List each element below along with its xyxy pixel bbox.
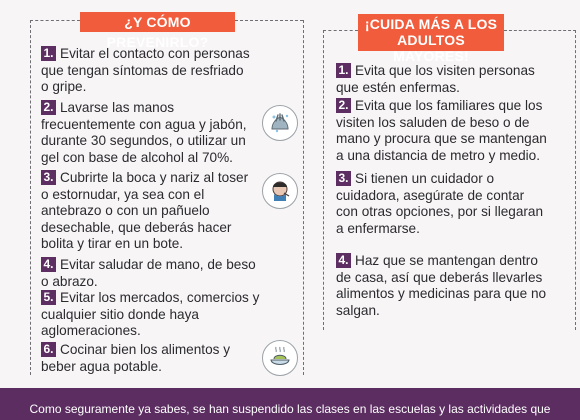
item-text-line: que estén enfermas. — [336, 79, 460, 95]
item-text-line: Lavarse las manos — [60, 100, 175, 115]
left-list-item — [41, 342, 230, 375]
right-panel-border-right — [575, 30, 576, 330]
item-text-line: mano y procura que se mantengan — [336, 131, 547, 147]
item-text-line: con otras opciones, por si llegaran — [336, 204, 544, 220]
right-panel-border-top-right — [504, 30, 576, 31]
left-panel-border-top — [30, 20, 80, 21]
elderly-care-title-line1: ¡CUIDA MÁS A LOS — [364, 16, 498, 32]
item-text-line: Cubrirte la boca y nariz al toser — [60, 170, 249, 185]
item-number-badge: 4. — [41, 257, 56, 272]
item-text-line: antebrazo o con un pañuelo — [41, 203, 210, 219]
right-panel-border-top — [323, 30, 358, 31]
item-text-line: Evita que los familiares que los — [355, 98, 543, 113]
right-panel-border-left — [323, 30, 324, 330]
prevention-title: ¿Y CÓMO PREVENIRLO? — [80, 12, 235, 32]
item-text-line: beber agua potable. — [41, 358, 162, 374]
elderly-care-title — [358, 14, 504, 64]
right-list-item — [336, 63, 535, 96]
item-text-line: aglomeraciones. — [41, 323, 141, 339]
item-number-badge: 3. — [41, 170, 56, 185]
item-text-line: durante 30 segundos, o utilizar un — [41, 133, 246, 149]
right-list-item — [336, 253, 546, 319]
footer-banner — [0, 388, 580, 420]
item-text-line: visiten los saluden de beso o de — [336, 114, 530, 130]
item-number-badge: 3. — [336, 171, 351, 186]
item-text-line: a una distancia de metro y medio. — [336, 147, 541, 163]
item-number-badge: 2. — [336, 98, 351, 113]
right-list-item — [336, 171, 543, 237]
item-text-line: Cocinar bien los alimentos y — [60, 342, 231, 357]
item-text-line: cualquier sitio donde haya — [41, 306, 199, 322]
left-list-item — [41, 100, 247, 166]
left-list-item — [41, 257, 256, 290]
item-text-line: Si tienen un cuidador o — [355, 171, 495, 186]
left-list-item — [41, 46, 250, 96]
item-text-line: cuidadora, asegúrate de contar — [336, 187, 525, 203]
item-text-line: salgan. — [336, 302, 380, 318]
item-number-badge: 4. — [336, 253, 351, 268]
item-text-line: Evita que los visiten personas — [355, 63, 535, 78]
item-text-line: a enfermarse. — [336, 220, 420, 236]
item-text-line: Haz que se mantengan dentro — [355, 253, 538, 268]
elderly-care-title-line2: ADULTOS MAYORES! — [393, 32, 469, 64]
item-text-line: frecuentemente con agua y jabón, — [41, 116, 247, 132]
left-panel-border-right — [303, 20, 304, 375]
item-text-line: desechable, que deberás hacer — [41, 219, 232, 235]
footer-text: Como seguramente ya sabes, se han suspendido las clases en las escuelas y las actividades que — [29, 402, 551, 416]
item-number-badge: 1. — [41, 46, 56, 61]
item-text-line: gel con base de alcohol al 70%. — [41, 149, 233, 165]
item-text-line: que tengan síntomas de resfriado — [41, 62, 244, 78]
elderly-care-panel — [318, 0, 580, 388]
item-number-badge: 5. — [41, 290, 56, 305]
item-number-badge: 2. — [41, 100, 56, 115]
item-text-line: de casa, así que deberás llevarles — [336, 269, 543, 285]
left-list-item — [41, 170, 248, 253]
prevention-panel — [0, 0, 305, 388]
food-icon — [262, 340, 298, 376]
item-text-line: Evitar los mercados, comercios y — [60, 290, 260, 305]
left-list-item — [41, 290, 259, 340]
handwashing-icon — [262, 105, 298, 141]
item-text-line: o gripe. — [41, 79, 87, 95]
item-text-line: o abrazo. — [41, 273, 98, 289]
item-text-line: bolita y tirar en un bote. — [41, 236, 184, 252]
left-panel-border-top-right — [235, 20, 303, 21]
sneeze-icon — [262, 173, 298, 209]
item-number-badge: 6. — [41, 342, 56, 357]
item-text-line: Evitar saludar de mano, de beso — [60, 257, 256, 272]
item-text-line: alimentos y medicinas para que no — [336, 286, 547, 302]
left-panel-border — [30, 20, 31, 375]
right-list-item — [336, 98, 547, 164]
item-number-badge: 1. — [336, 63, 351, 78]
item-text-line: Evitar el contacto con personas — [60, 46, 250, 61]
item-text-line: o estornudar, ya sea con el — [41, 186, 205, 202]
